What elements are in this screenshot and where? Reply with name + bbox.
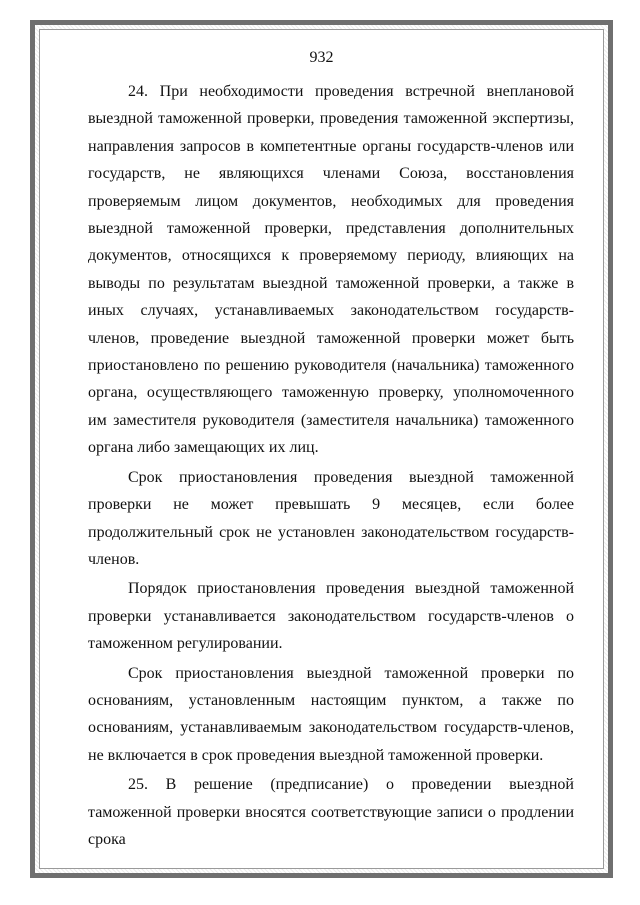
page-sheet (39, 29, 604, 869)
paragraph-24: 24. При необходимости проведения встречной внеплановой выездной таможенной проверки, проведения таможенной экспертизы, направления запросов в компетентные органы государств-членов или государств, не являющихся членами Союза, восстановления проверяемым лицом документов, необходимых для проведения выездной таможенной проверки, представления дополнительных документов, относящихся к проверяемому периоду, влияющих на выводы по результатам выездной таможенной проверки, а также в иных случаях, устанавливаемых законодательством государств-членов, проведение выездной таможенной проверки может быть приостановлено по решению руководителя (начальника) таможенного органа, осуществляющего таможенную проверку, уполномоченного им заместителя руководителя (заместителя начальника) таможенного органа либо замещающих их лиц. (88, 83, 574, 457)
paragraph-suspension-term: Срок приостановления проведения выездной таможенной проверки не может превышать 9 месяцев, если более продолжительный срок не установлен законодательством государств-членов. (88, 468, 574, 568)
document-body (88, 78, 574, 855)
page-number: 932 (309, 49, 334, 66)
page-border (30, 20, 613, 878)
paragraph-25: 25. В решение (предписание) о проведении выездной таможенной проверки вносятся соответствующие записи о продлении срока (88, 776, 574, 848)
paragraph-suspension-procedure: Порядок приостановления проведения выездной таможенной проверки устанавливается законодательством государств-членов о таможенном регулировании. (88, 580, 574, 653)
paragraph-suspension-exclusion: Срок приостановления выездной таможенной проверки по основаниям, установленным настоящим пунктом, а также по основаниям, устанавливаемым законодательством государств-членов, не включается в срок проведения выездной таможенной проверки. (88, 664, 574, 764)
